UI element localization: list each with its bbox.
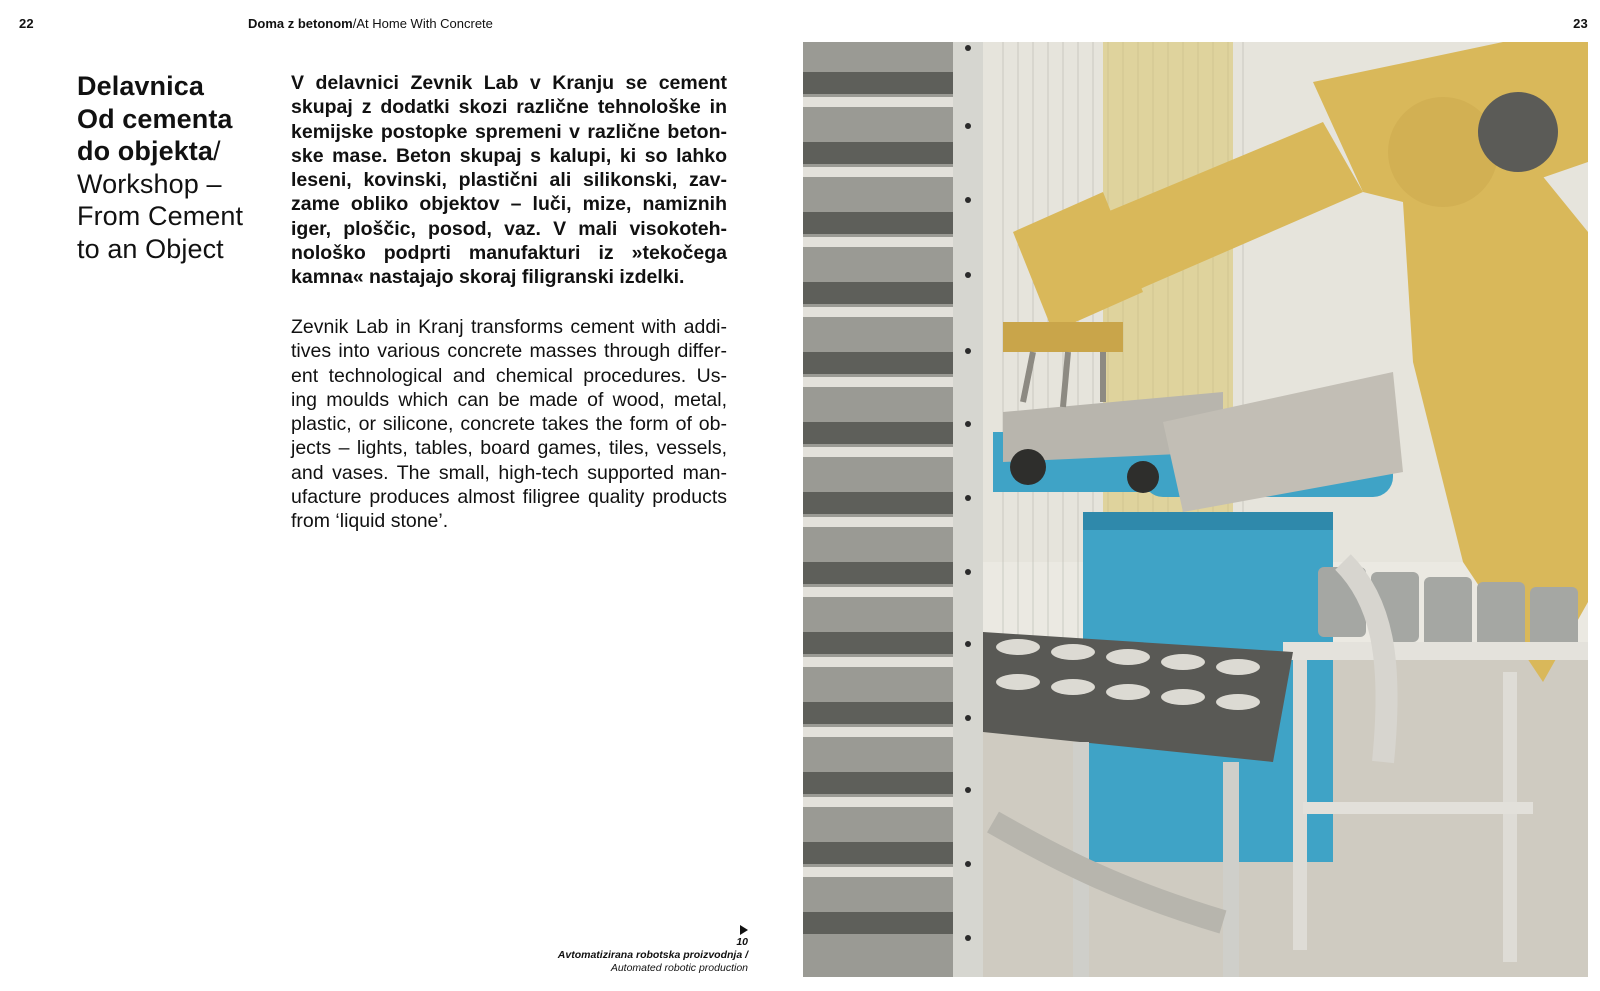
chapter-title — [77, 70, 277, 265]
photo-caption — [558, 925, 748, 975]
body-si-line: nološko podprti manufakturi iz »tekočega — [291, 242, 727, 265]
robotic-production-photo — [803, 42, 1588, 977]
chapter-title-line-6: to an Object — [77, 233, 224, 264]
body-si-line: V delavnici Zevnik Lab v Kranju se cement — [291, 72, 727, 94]
caption-english: Automated robotic production — [610, 962, 748, 974]
chapter-title-line-1: Delavnica — [77, 71, 204, 101]
body-en-line: jects – lights, tables, board games, tiles, vessels, — [291, 437, 727, 460]
triangle-arrow-icon — [740, 925, 748, 935]
chapter-title-line-2: Od cementa — [77, 103, 233, 134]
body-si-line: kemijske postopke spremeni v različne beton- — [291, 120, 727, 143]
body-text-slovenian — [291, 71, 727, 290]
body-en-line: ufacture produces almost filigree quality products — [291, 486, 727, 509]
body-text-english — [291, 315, 727, 534]
chapter-title-line-4: Workshop – — [77, 168, 222, 199]
chapter-title-line-3-bold: do objekta — [77, 136, 214, 166]
body-si-line: iger, ploščic, posod, vaz. V mali visokoteh- — [291, 217, 727, 240]
running-head-slovenian: Doma z betonom — [248, 16, 353, 31]
body-en-line: Zevnik Lab in Kranj transforms cement with addi- — [291, 316, 727, 338]
body-si-line: zame obliko objektov – luči, mize, namiznih — [291, 193, 727, 216]
caption-number: 10 — [736, 936, 748, 948]
body-en-line: from ‘liquid stone’. — [291, 510, 449, 533]
body-en-line: ent technological and chemical procedures. Us- — [291, 364, 727, 387]
page-number-right: 23 — [1573, 16, 1588, 31]
page-number-left: 22 — [19, 16, 34, 31]
running-head-english: At Home With Concrete — [356, 16, 493, 31]
body-si-line: leseni, kovinski, plastični ali silikonski, zav- — [291, 169, 727, 192]
body-en-line: tives into various concrete masses through differ- — [291, 340, 727, 363]
body-si-line: kamna« nastajajo skoraj filigranski izdelki. — [291, 266, 685, 289]
body-en-line: ing moulds which can be made of wood, metal, — [291, 388, 727, 411]
body-en-line: and vases. The small, high-tech supported man- — [291, 461, 727, 484]
running-head-separator: / — [352, 16, 357, 31]
body-en-line: plastic, or silicone, concrete takes the form of ob- — [291, 413, 727, 436]
running-head — [248, 16, 493, 31]
photo-illustration — [803, 42, 1588, 977]
body-si-line: ske mase. Beton skupaj s kalupi, ki so lahko — [291, 144, 727, 167]
chapter-title-line-3 — [77, 135, 277, 168]
chapter-title-line-5: From Cement — [77, 201, 244, 231]
chapter-title-separator: / — [213, 136, 221, 166]
body-si-line: skupaj z dodatki skozi različne tehnološke in — [291, 96, 727, 119]
caption-slovenian: Avtomatizirana robotska proizvodnja / — [557, 949, 748, 961]
